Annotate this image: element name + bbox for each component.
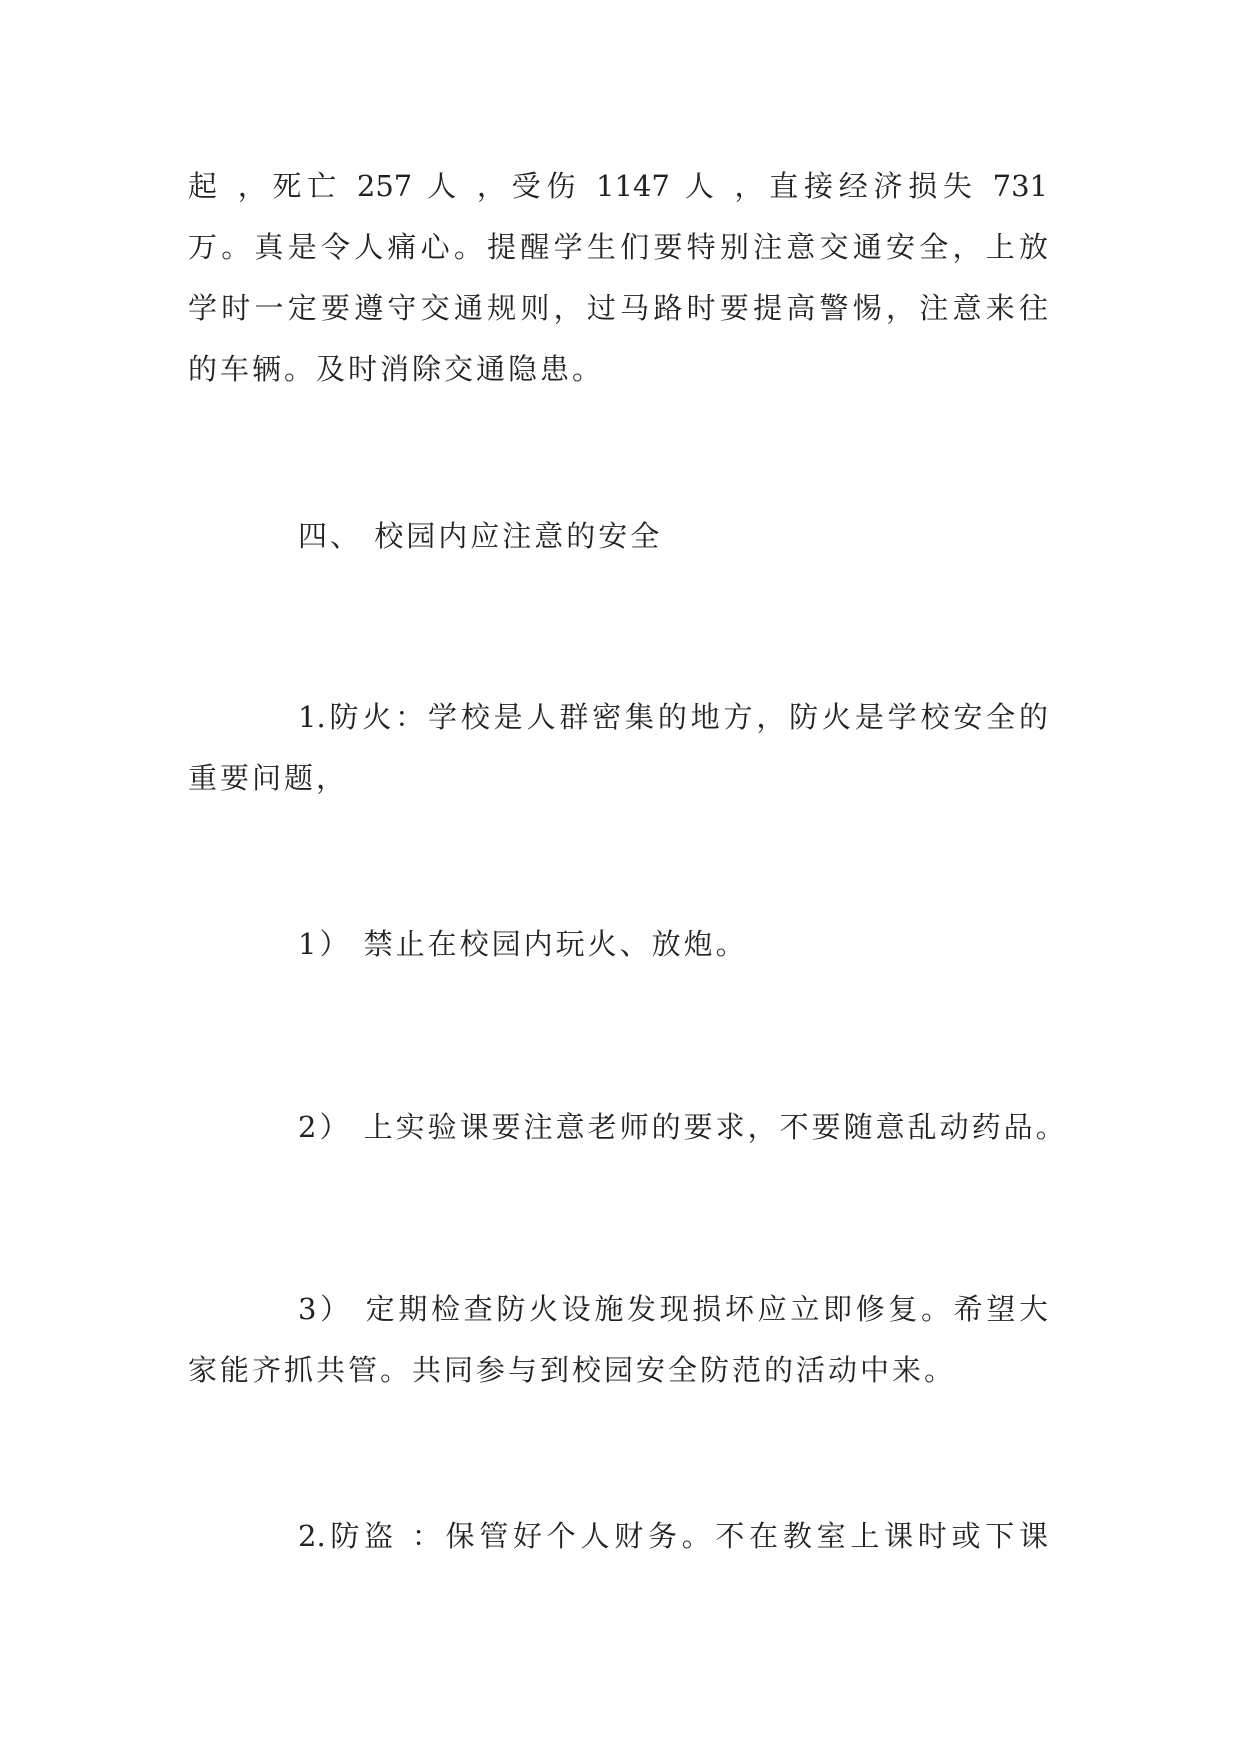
list-item: 3） 定期检查防火设施发现损坏应立即修复。希望大 — [298, 1292, 1048, 1326]
paragraph-line: 起 ，死亡 257 人 ，受伤 1147 人 ，直接经济损失 731 — [188, 169, 1048, 203]
paragraph-line: 学时一定要遵守交通规则，过马路时要提高警惕，注意来往 — [188, 291, 1048, 325]
section-heading: 四、 校园内应注意的安全 — [298, 519, 663, 553]
paragraph-line: 2.防盗 ：保管好个人财务。不在教室上课时或下课 — [298, 1519, 1048, 1553]
paragraph-line: 的车辆。及时消除交通隐患。 — [188, 352, 605, 386]
paragraph-line: 万。真是令人痛心。提醒学生们要特别注意交通安全，上放 — [188, 230, 1048, 264]
paragraph-line: 重要问题， — [188, 761, 349, 795]
list-item: 2） 上实验课要注意老师的要求，不要随意乱动药品。 — [298, 1110, 1068, 1144]
paragraph-line: 家能齐抓共管。共同参与到校园安全防范的活动中来。 — [188, 1353, 957, 1387]
paragraph-line: 1.防火：学校是人群密集的地方，防火是学校安全的 — [298, 700, 1048, 734]
list-item: 1） 禁止在校园内玩火、放炮。 — [298, 927, 748, 961]
